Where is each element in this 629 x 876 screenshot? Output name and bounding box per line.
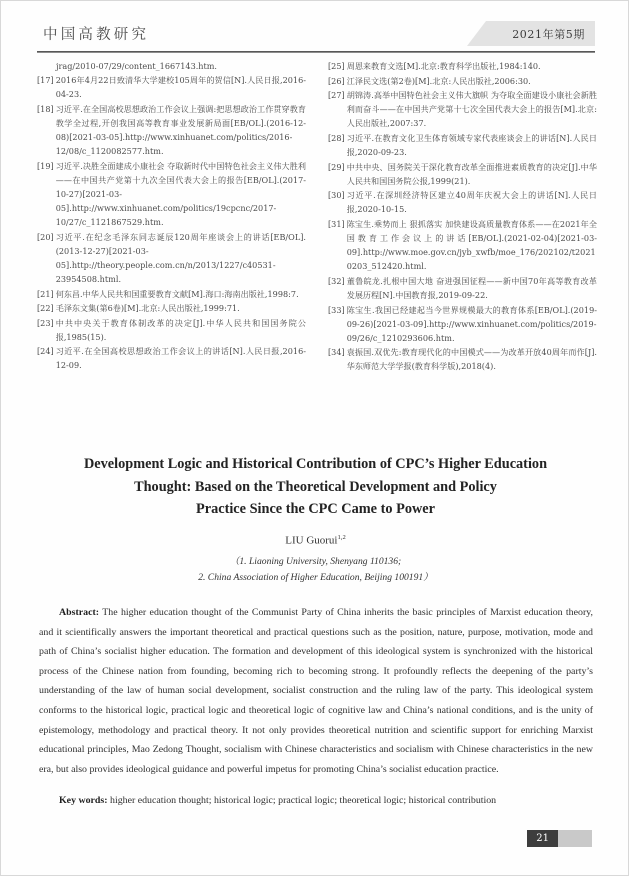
article-title-line: Practice Since the CPC Came to Power xyxy=(196,501,435,517)
affiliation-line: （1. Liaoning University, Shenyang 110136; xyxy=(229,556,402,567)
header-divider xyxy=(37,51,595,53)
reference-item xyxy=(37,316,306,344)
reference-item xyxy=(328,88,597,130)
reference-item xyxy=(328,217,597,273)
reference-number: [34] xyxy=(328,347,345,358)
keywords-paragraph xyxy=(39,791,593,811)
reference-item xyxy=(328,188,597,216)
affiliation-line: 2. China Association of Higher Education, Beijing 100191） xyxy=(198,571,433,583)
page-footer xyxy=(527,830,592,847)
page-number: 21 xyxy=(527,830,558,847)
article-title-line: Thought: Based on the Theoretical Development and Policy xyxy=(134,478,497,495)
article-title-line: Development Logic and Historical Contribution of CPC’s Higher Education xyxy=(83,456,548,472)
reference-number: [20] xyxy=(37,231,54,242)
keywords-body: higher education thought; historical logic; practical logic; theoretical logic; historical contribution xyxy=(107,795,497,806)
affiliation-block xyxy=(53,554,578,585)
reference-item xyxy=(37,159,306,229)
abstract-label: Abstract: xyxy=(59,607,100,618)
author-affiliation-marker: 1,2 xyxy=(337,534,346,541)
reference-text: 周恩来教育文选[M].北京:教育科学出版社,1984:140. xyxy=(346,61,541,71)
reference-text: 习近平.在全国高校思想政治工作会议上强调:把思想政治工作贯穿教育教学全过程,开创我国高等教育事业发展新局面[EB/OL].(2016-12-08)[2021-03-05].http://www.xinhuanet.com/politics/2016-12/08/c_1120082577.htm. xyxy=(55,103,306,157)
reference-text: 袁振国.双优先:教育现代化的中国模式——为改革开放40周年而作[J].华东师范大学学报(教育科学版),2018(4). xyxy=(346,347,597,372)
reference-continuation: jrag/2010-07/29/content_1667143.htm. xyxy=(56,61,218,71)
reference-number: [33] xyxy=(328,304,345,315)
issue-tab xyxy=(486,21,595,46)
reference-text: 习近平.在纪念毛泽东同志诞辰120周年座谈会上的讲话[EB/OL].(2013-12-27)[2021-03-05].http://theory.people.com.cn/n/2013/1227/c40531-23954508.html. xyxy=(55,231,306,284)
article-title xyxy=(53,453,578,521)
reference-number: [23] xyxy=(37,317,54,328)
reference-item xyxy=(37,230,306,286)
reference-item xyxy=(328,345,597,373)
reference-number: [27] xyxy=(328,90,345,101)
reference-text: 中共中央关于教育体制改革的决定[J].中华人民共和国国务院公报,1985(15). xyxy=(55,317,306,342)
abstract-paragraph xyxy=(39,603,593,779)
reference-item xyxy=(37,301,306,315)
reference-item xyxy=(328,160,597,188)
reference-number: [24] xyxy=(37,346,54,357)
reference-text: 习近平.在教育文化卫生体育领域专家代表座谈会上的讲话[N].人民日报,2020-09-23. xyxy=(346,132,597,158)
reference-number: [29] xyxy=(328,161,345,172)
reference-text: 董鲁皖龙.扎根中国大地 奋进强国征程——新中国70年高等教育改革发展历程[N].中国教育报,2019-09-22. xyxy=(346,275,597,300)
issue-label: 2021年第5期 xyxy=(512,27,585,41)
keywords-label: Key words: xyxy=(59,795,108,806)
reference-item xyxy=(328,131,597,159)
reference-number: [22] xyxy=(37,303,54,314)
running-header xyxy=(37,21,595,55)
reference-number: [17] xyxy=(37,75,54,86)
reference-column-right xyxy=(328,59,597,374)
reference-number: [30] xyxy=(328,190,345,201)
reference-number: [19] xyxy=(37,160,54,171)
reference-list xyxy=(37,59,597,374)
reference-column-left xyxy=(37,59,306,374)
author-line xyxy=(53,534,578,547)
reference-number: [21] xyxy=(37,288,54,299)
reference-item xyxy=(37,344,306,372)
reference-text: 毛泽东文集(第6卷)[M].北京:人民出版社,1999:71. xyxy=(55,303,240,314)
reference-text: 中共中央、国务院关于深化教育改革全面推进素质教育的决定[J].中华人民共和国国务院公报,1999(21). xyxy=(346,161,597,186)
journal-title: 中国高教研究 xyxy=(43,27,150,43)
abstract-body: The higher education thought of the Communist Party of China inherits the basic principles of Marxist education theory, and it scientifically answers the important theoretical and practical questions such as the position, nature, purpose, motivation, mode and path of China’s socialist higher education. The formation and development of this ideological system is synchronized with the historical process of the Chinese nation from founding, becoming rich to becoming strong. It profoundly reflects the deepening of the party’s understanding of the law of human social development, socialist construction and the ruling law of the party. This ideological system conforms to the historical logic, practical logic and theoretical logic of cognitive law and China’s national conditions, and is the unity of epistemology, methodology and practical theory. It not only provides theoretical nutrition and scientific support for enriching Marxist educational principles, Mao Zedong Thought, socialism with Chinese characteristics and socialism with Chinese characteristics in the new era, but also provides ideological guidance and powerful impetus for promoting China’s socialist education practice. xyxy=(39,607,593,775)
reference-item xyxy=(37,73,306,101)
reference-item xyxy=(328,274,597,302)
reference-item xyxy=(37,287,306,301)
reference-text: 胡锦涛.高举中国特色社会主义伟大旗帜 为夺取全面建设小康社会新胜利而奋斗——在中国共产党第十七次全国代表大会上的报告[M].北京:人民出版社,2007:37. xyxy=(346,90,597,129)
reference-text: 2016年4月22日致清华大学建校105周年的贺信[N].人民日报,2016-04-23. xyxy=(55,75,306,100)
reference-number: [26] xyxy=(328,75,345,86)
reference-item xyxy=(328,74,597,88)
reference-text: 习近平.在全国高校思想政治工作会议上的讲话[N].人民日报,2016-12-09. xyxy=(55,346,306,371)
reference-number: [18] xyxy=(37,103,54,114)
reference-text: 陈宝生.我国已经建起当今世界规模最大的教育体系[EB/OL].(2019-09-26)[2021-03-09].http://www.xinhuanet.com/politics/2019-09/26/c_1210293606.htm. xyxy=(346,304,597,343)
reference-item xyxy=(328,59,597,73)
reference-number: [28] xyxy=(328,132,345,143)
author-name: LIU Guorui xyxy=(285,534,338,547)
reference-text: 江泽民文选(第2卷)[M].北京:人民出版社,2006:30. xyxy=(346,75,531,86)
reference-item xyxy=(328,303,597,345)
reference-text: 习近平.在深圳经济特区建立40周年庆祝大会上的讲话[N].人民日报,2020-10-15. xyxy=(346,190,597,215)
reference-number: [31] xyxy=(328,219,345,230)
reference-text: 何东昌.中华人民共和国重要教育文献[M].海口:海南出版社,1998:7. xyxy=(55,288,299,299)
footer-accent-block xyxy=(558,830,592,847)
reference-item xyxy=(37,102,306,158)
reference-number: [32] xyxy=(328,275,345,286)
reference-text: 陈宝生.乘势而上 狠抓落实 加快建设高质量教育体系——在2021年全国教育工作会议上的讲话[EB/OL].(2021-02-04)[2021-03-09].http://www.moe.gov.cn/jyb_xwfb/moe_176/202102/t20210203_512420.html. xyxy=(346,219,597,272)
reference-text: 习近平.决胜全面建成小康社会 夺取新时代中国特色社会主义伟大胜利——在中国共产党第十九次全国代表大会上的报告[EB/OL].(2017-10-27)[2021-03-05].http://www.xinhuanet.com/politics/19cpcnc/2017-10/27/c_1121867529.htm. xyxy=(55,160,306,228)
reference-number: [25] xyxy=(328,61,345,71)
